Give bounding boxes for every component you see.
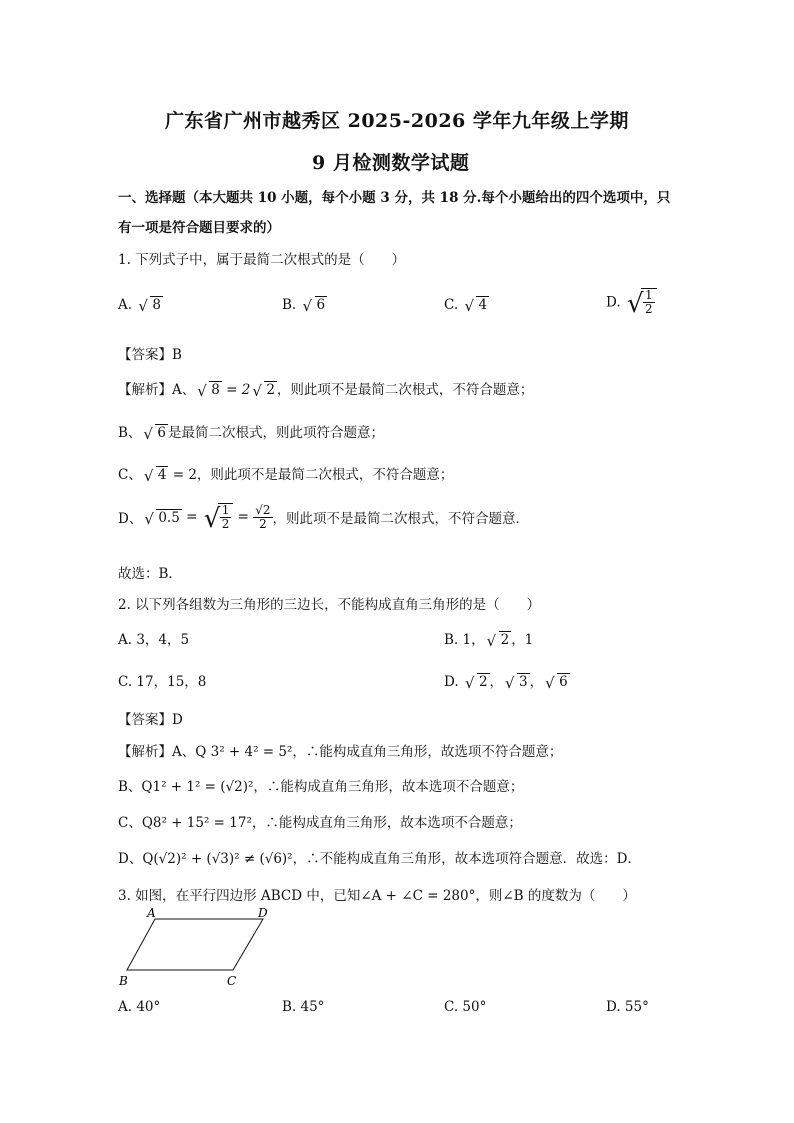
expl-prefix: B、 xyxy=(118,425,142,441)
q1-answer: 【答案】B xyxy=(118,347,182,363)
q1-conclusion: 故选：B． xyxy=(118,566,182,582)
sqrt-icon: √ 8 xyxy=(138,297,161,315)
sqrt-icon: √ 0.5 xyxy=(144,509,180,528)
vertex-label-a: A xyxy=(147,906,156,920)
q2-option-a: A. 3，4，5 xyxy=(118,632,190,648)
expl-den: 2 xyxy=(221,517,230,532)
q3-option-b: B. 45° xyxy=(282,999,325,1015)
sqrt-icon: √ 6 xyxy=(545,674,568,692)
q1-option-b xyxy=(282,296,327,313)
q1-option-a-label: A. xyxy=(118,297,133,313)
q2-explanation-c: C、Q8² + 15² = 17²，∴能构成直角三角形，故本选项不合题意； xyxy=(118,815,522,831)
q1-option-c xyxy=(444,296,489,313)
parallelogram-shape xyxy=(127,919,263,970)
q2-option-b-rad: 2 xyxy=(500,632,510,648)
q1-option-d-den: 2 xyxy=(644,302,653,317)
expl-num2: √2 xyxy=(255,502,271,517)
q1-option-d xyxy=(606,288,657,320)
expl-den2: 2 xyxy=(259,516,267,531)
expl-rad: 8 xyxy=(211,382,220,398)
expl-text: ，则此项不是最简二次根式，不符合题意； xyxy=(196,467,454,483)
expl-text: ，则此项不是最简二次根式，不符合题意； xyxy=(276,382,534,398)
q1-option-b-label: B. xyxy=(282,297,297,313)
vertex-label-b: B xyxy=(119,974,128,988)
q1-explanation-c xyxy=(118,463,453,483)
q1-option-c-value: 4 xyxy=(478,297,488,313)
q1-option-c-label: C. xyxy=(444,297,459,313)
sqrt-icon: √ 2 xyxy=(486,632,510,650)
q1-option-d-num: 1 xyxy=(644,288,653,302)
q2-option-b-post: ，1 xyxy=(511,632,534,648)
q1-option-a-value: 8 xyxy=(152,297,161,313)
q2-option-b xyxy=(444,628,533,648)
page-title-line1: 广东省广州市越秀区 2025-2026 学年九年级上学期 xyxy=(165,110,629,132)
section-header-line1: 一、选择题（本大题共 10 小题，每个小题 3 分，共 18 分.每个小题给出的四个选项中，只 xyxy=(118,190,671,206)
sqrt-icon: √ 3 xyxy=(505,674,528,692)
q1-explanation-d: D、 √ 0.5 = √ $\frac{1}{2}$ = $\frac{√2}{2}$ ，则此项不是最简二次根式，不符合题意． xyxy=(118,502,530,535)
q2-option-d-pre: D. xyxy=(444,674,459,690)
expl-rad: 6 xyxy=(157,425,167,441)
explanation-label: 【解析】 xyxy=(118,382,172,398)
q2-option-d-r1: 2 xyxy=(478,674,488,690)
q2-explanation-a: 【解析】A、Q 3² + 4² = 5²，∴能构成直角三角形，故选项不符合题意； xyxy=(118,744,563,760)
expl-rad: 4 xyxy=(157,467,167,483)
page-title-line2: 9 月检测数学试题 xyxy=(312,152,470,174)
expl-prefix: C、 xyxy=(118,467,142,483)
q2-answer: 【答案】D xyxy=(118,712,183,728)
q3-stem: 3. 如图，在平行四边形 ABCD 中，已知∠A + ∠C = 280°，则∠B 的度数为（ ） xyxy=(118,888,636,904)
vertex-label-c: C xyxy=(227,974,237,988)
expl-rad: 0.5 xyxy=(158,509,180,526)
q2-option-d: D. √ 2 ， √ 3 ， √ 6 xyxy=(444,674,568,692)
q3-option-c: C. 50° xyxy=(444,999,487,1015)
q1-explanation-b xyxy=(118,421,384,441)
q2-option-d-r2: 3 xyxy=(519,674,528,690)
expl-eq: = 2 xyxy=(221,382,251,398)
sqrt-icon: √ 2 xyxy=(252,382,275,400)
parallelogram-figure xyxy=(115,905,285,990)
expl-text: 是最简二次根式，则此项符合题意； xyxy=(168,425,385,441)
expl-prefix: A、 xyxy=(172,382,196,398)
expl-rad2: 2 xyxy=(266,382,275,398)
sqrt-icon: √ 6 xyxy=(143,425,167,443)
q1-explanation-a xyxy=(118,378,533,398)
sqrt-icon: √ 8 xyxy=(197,382,220,400)
q1-option-b-value: 6 xyxy=(316,297,326,313)
q2-stem: 2. 以下列各组数为三角形的三边长，不能构成直角三角形的是（ ） xyxy=(118,597,541,613)
q1-stem: 1. 下列式子中，属于最简二次根式的是（ ） xyxy=(118,252,406,268)
q3-option-a: A. 40° xyxy=(118,999,161,1015)
expl-num: 1 xyxy=(221,503,230,517)
q2-option-c: C. 17，15，8 xyxy=(118,674,207,690)
q2-explanation-b: B、Q1² + 1² = (√2)²，∴能构成直角三角形，故本选项不合题意； xyxy=(118,779,524,795)
sqrt-icon: √ $\frac{1}{2}$ xyxy=(627,288,657,316)
expl-eq: = 2 xyxy=(168,467,197,483)
sqrt-icon: √ 4 xyxy=(143,467,167,485)
q1-option-a xyxy=(118,296,163,313)
sqrt-icon: √ 6 xyxy=(302,297,326,315)
expl-prefix: D、 xyxy=(118,511,143,528)
sqrt-icon: √ $\frac{1}{2}$ xyxy=(204,503,234,531)
q3-option-d: D. 55° xyxy=(606,999,649,1015)
expl-text: ，则此项不是最简二次根式，不符合题意． xyxy=(272,511,530,528)
section-header-line2: 有一项是符合题目要求的） xyxy=(118,220,280,236)
sqrt-icon: √ 4 xyxy=(464,297,488,315)
q2-explanation-d: D、Q(√2)² + (√3)² ≠ (√6)²，∴不能构成直角三角形，故本选项符合题意．故选：D． xyxy=(118,851,641,867)
vertex-label-d: D xyxy=(258,906,268,920)
sqrt-icon: √ 2 xyxy=(464,674,488,692)
q2-option-b-pre: B. 1， xyxy=(444,632,485,648)
q1-option-d-label: D. xyxy=(606,294,621,311)
q2-option-d-r3: 6 xyxy=(559,674,568,690)
